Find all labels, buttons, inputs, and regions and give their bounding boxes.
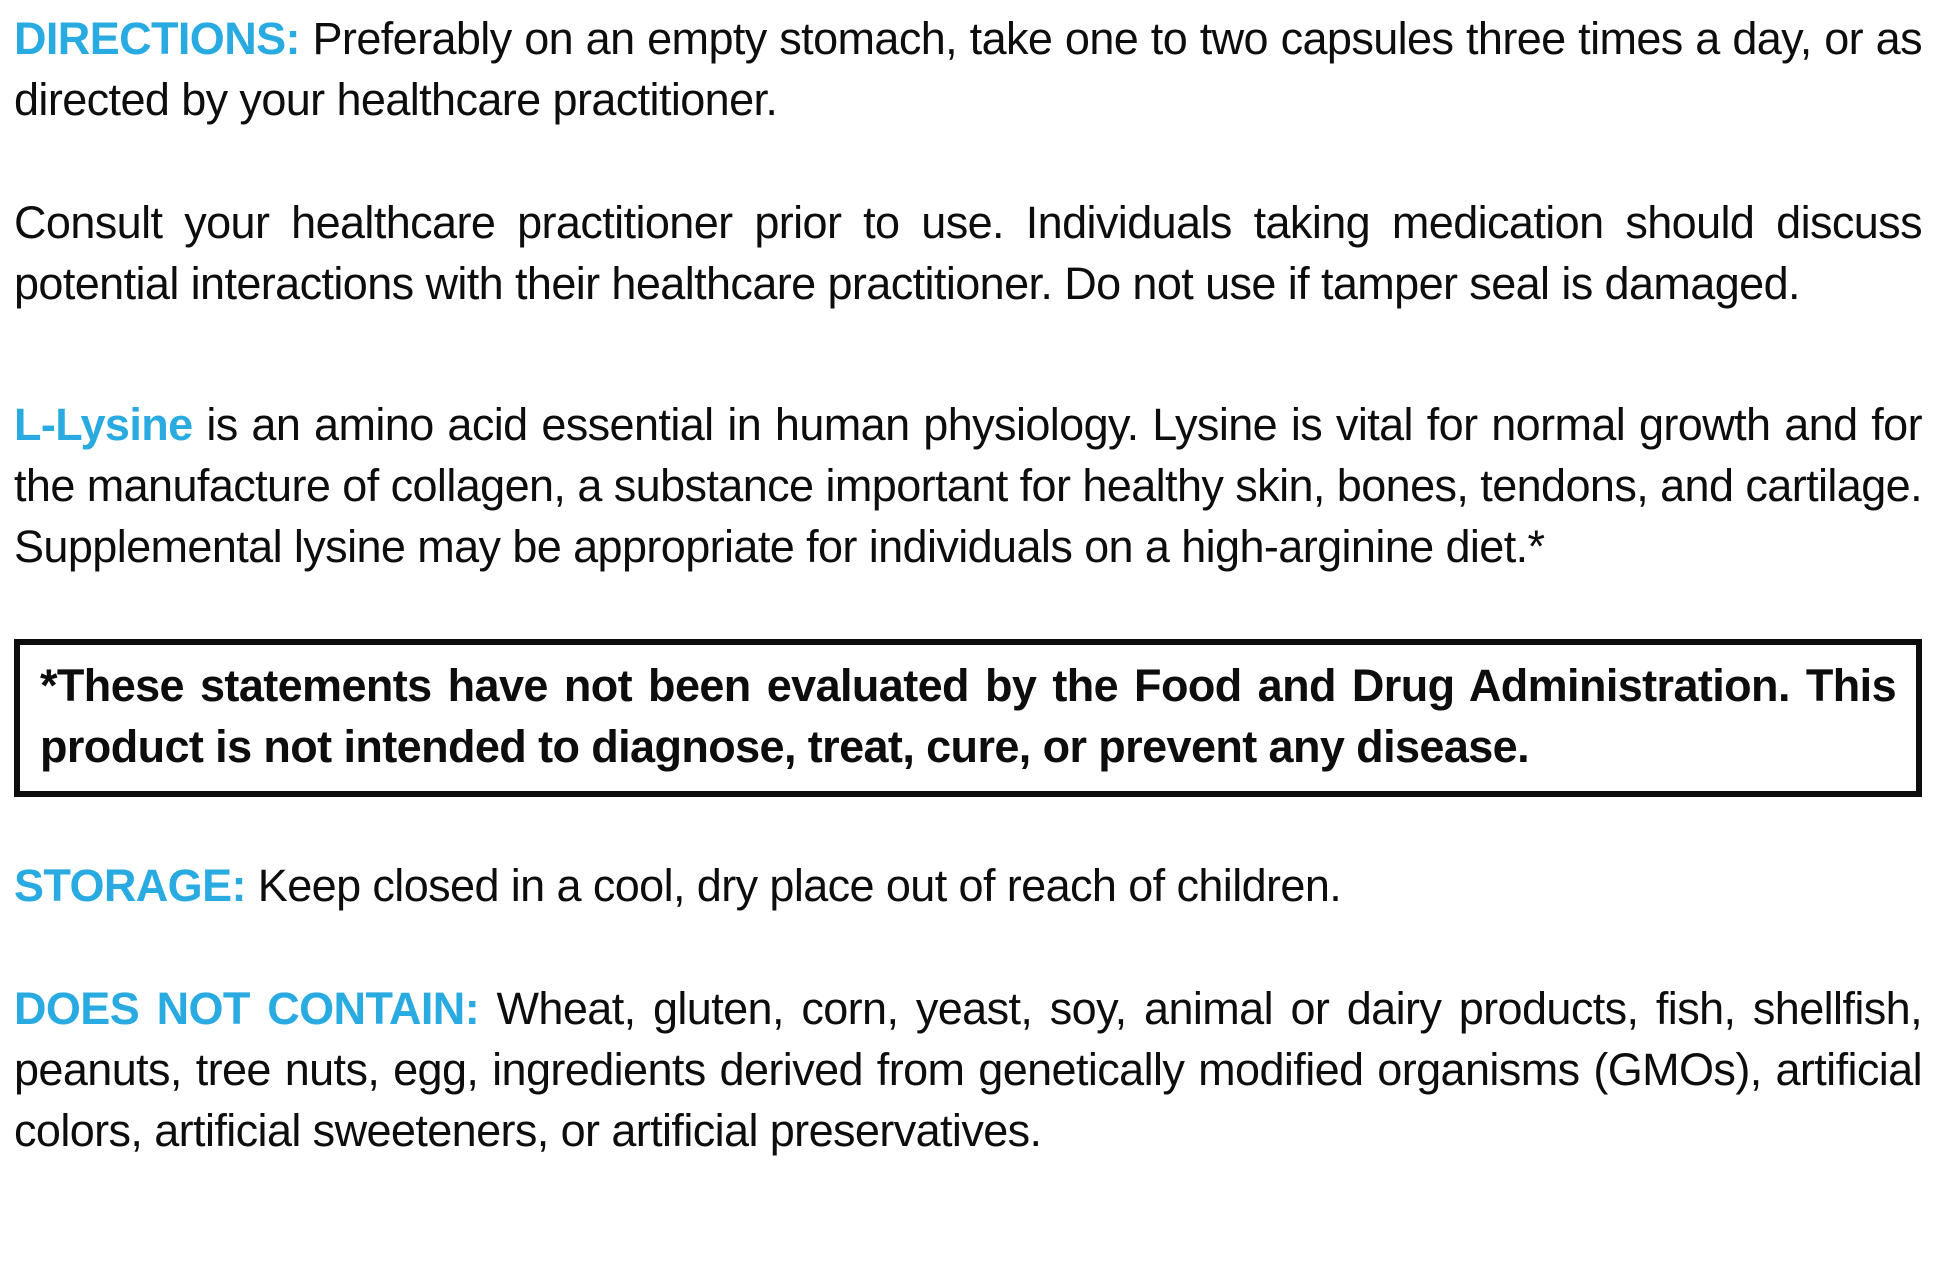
storage-heading: STORAGE: [14, 860, 246, 911]
directions-heading: DIRECTIONS: [14, 13, 300, 64]
does-not-contain-text: Wheat, gluten, corn, yeast, soy, animal or dairy products, fish, shellfish, peanuts, tree nuts, egg, ingredients derived from genetically modified organisms (GMOs), artificial colors, artificial sweeteners, or artificial preservatives. [14, 983, 1922, 1156]
consult-paragraph [14, 192, 1922, 314]
lysine-heading: L-Lysine [14, 399, 193, 450]
directions-text: Preferably on an empty stomach, take one to two capsules three times a day, or as directed by your healthcare practitioner. [14, 13, 1922, 125]
storage-text: Keep closed in a cool, dry place out of reach of children. [257, 860, 1342, 911]
storage-paragraph [14, 855, 1922, 916]
fda-disclaimer-text: *These statements have not been evaluated by the Food and Drug Administration. This product is not intended to diagnose, treat, cure, or prevent any disease. [40, 660, 1896, 772]
lysine-text: is an amino acid essential in human physiology. Lysine is vital for normal growth and for the manufacture of collagen, a substance important for healthy skin, bones, tendons, and cartilage. Supplemental lysine may be appropriate for individuals on a high-arginine diet.* [14, 399, 1922, 572]
directions-paragraph [14, 8, 1922, 130]
does-not-contain-heading: DOES NOT CONTAIN: [14, 983, 480, 1034]
consult-text: Consult your healthcare practitioner prior to use. Individuals taking medication should discuss potential interactions with their healthcare practitioner. Do not use if tamper seal is damaged. [14, 197, 1922, 309]
does-not-contain-paragraph [14, 978, 1922, 1161]
fda-disclaimer-box [14, 639, 1922, 797]
lysine-paragraph [14, 394, 1922, 577]
